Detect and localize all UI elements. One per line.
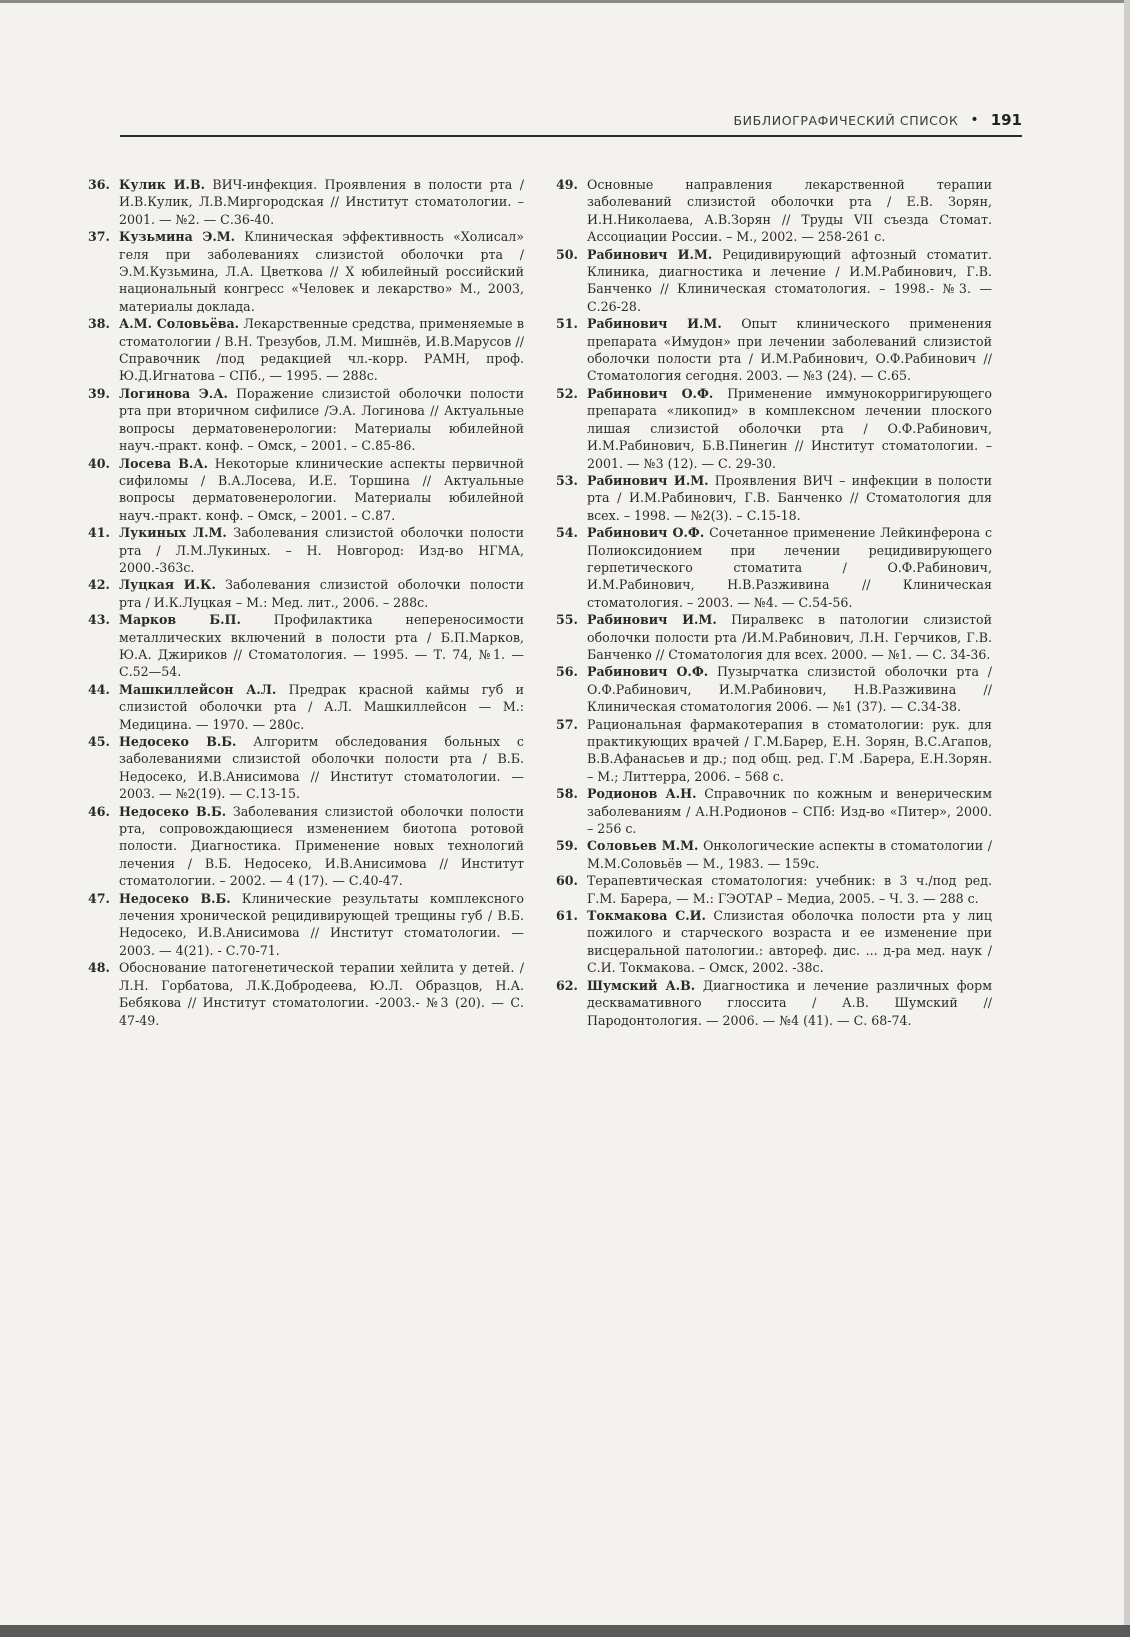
entry-citation: Заболевания слизистой оболочки полости рта, сопровождающиеся изменением биотопа ротовой полости. Диагностика. Применение новых технологий лечения / В.Б. Недосеко, И.В.Анисимова // Институт стоматологии. – 2002. — 4 (17). — С.40-47. [119,803,524,889]
entry-number: 41. [88,525,110,541]
entry-text [587,524,992,611]
header-bullet: • [970,112,979,128]
entry-text [587,907,992,977]
entry-number: 39. [88,385,110,401]
bib-entry-57 [556,716,992,786]
entry-citation: Рецидивирующий афтозный стоматит. Клиника, диагностика и лечение / И.М.Рабинович, Г.В. Банченко // Клиническая стоматология. – 1998.- №3. — С.26-28. [587,246,992,314]
bibliography-left-column [88,176,524,1029]
entry-author: Токмакова С.И. [587,908,706,924]
entry-author: Недосеко В.Б. [119,803,227,819]
entry-citation: Диагностика и лечение различных форм десквамативного глоссита / А.В. Шумский // Пародонтология. — 2006. — №4 (41). — С. 68-74. [587,977,992,1028]
bib-entry-59 [556,837,992,872]
entry-number: 45. [88,734,110,749]
entry-text [119,315,524,385]
entry-number: 37. [88,229,110,245]
entry-author: Рабинович И.М. [587,246,713,262]
entry-citation: Пузырчатка слизистой оболочки рта / О.Ф.Рабинович, И.М.Рабинович, Н.В.Разживина // Клиническая стоматология 2006. — №1 (37). — С.34-38. [587,664,992,715]
bib-entry-40 [88,455,524,525]
entry-text [587,385,992,472]
entry-text [587,663,992,715]
entry-text [119,524,524,576]
bib-entry-43 [88,611,524,681]
entry-author: Лукиных Л.М. [119,525,227,541]
entry-citation: Клинические результаты комплексного лечения хронической рецидивирующей трещины губ / В.Б. Недосеко, И.В.Анисимова // Институт стоматологии. — 2003. — 4(21). - С.70-71. [119,890,524,958]
entry-author: А.М. Соловьёва. [119,316,240,332]
entry-number: 49. [556,177,578,192]
entry-number: 56. [556,664,578,680]
entry-number: 54. [556,525,578,541]
entry-citation: Применение иммунокорригирующего препарата «ликопид» в комплексном лечении плоского лишая слизистой оболочки рта / О.Ф.Рабинович, И.М.Рабинович, Б.В.Пинегин // Институт стоматологии. – 2001. — №3 (12). — С. 29-30. [587,385,992,471]
entry-author: Рабинович И.М. [587,316,722,332]
entry-author: Луцкая И.К. [119,577,216,593]
entry-text [119,890,524,960]
entry-citation: Лекарственные средства, применяемые в стоматологии / В.Н. Трезубов, Л.М. Мишнёв, И.В.Марусов // Справочник /под редакцией чл.-корр. РАМН, проф. Ю.Д.Игнатова – СПб., — 1995. — 288с. [119,316,524,384]
entry-citation: Онкологические аспекты в стоматологии / М.М.Соловьёв — М., 1983. — 159с. [587,838,992,871]
entry-text [587,716,992,786]
entry-author: Родионов А.Н. [587,786,697,802]
running-title: БИБЛИОГРАФИЧЕСКИЙ СПИСОК [733,112,959,128]
bib-entry-47 [88,890,524,960]
entry-citation: Проявления ВИЧ – инфекции в полости рта / И.М.Рабинович, Г.В. Банченко // Стоматология для всех. – 1998. — №2(3). – С.15-18. [587,472,992,523]
entry-citation: Профилактика непереносимости металлических включений в полости рта / Б.П.Марков, Ю.А. Джириков // Стоматология. — 1995. — Т. 74, №1. — С.52—54. [119,612,524,680]
entry-citation: Справочник по кожным и венерическим заболеваниям / А.Н.Родионов – СПб: Изд-во «Питер», 2000. – 256 с. [587,786,992,837]
entry-text [587,785,992,837]
entry-text [587,472,992,524]
bib-entry-52 [556,385,992,472]
entry-number: 58. [556,786,578,802]
entry-text [587,837,992,872]
entry-text [119,576,524,611]
entry-author: Машкиллейсон А.Л. [119,681,277,697]
entry-text [119,611,524,681]
entry-number: 59. [556,838,578,854]
entry-citation: Поражение слизистой оболочки полости рта при вторичном сифилисе /Э.А. Логинова // Актуальные вопросы дерматовенерологии: Материалы юбилейной науч.-практ. конф. – Омск, – 2001. – С.85-86. [119,385,524,454]
entry-author: Логинова Э.А. [119,385,228,401]
entry-citation: Основные направления лекарственной терапии заболеваний слизистой оболочки рта / Е.В. Зорян, И.Н.Николаева, А.В.Зорян // Труды VII съезда Стомат. Ассоциации России. – М., 2002. — 258-261 с. [587,177,992,245]
bib-entry-53 [556,472,992,524]
entry-citation: Рациональная фармакотерапия в стоматологии: рук. для практикующих врачей / Г.М.Барер, Е.Н. Зорян, В.С.Агапов, В.В.Афанасьев и др.; под общ. ред. Г.М .Барера, Е.Н.Зорян. – М.; Литтерра, 2006. – 568 с. [587,716,992,784]
entry-text [119,681,524,733]
bib-entry-48 [88,959,524,1029]
bib-entry-37 [88,228,524,315]
entry-citation: ВИЧ-инфекция. Проявления в полости рта / И.В.Кулик, Л.В.Миргородская // Институт стоматологии. – 2001. — №2. — С.36-40. [119,177,524,227]
bib-entry-45 [88,733,524,803]
entry-number: 55. [556,612,578,628]
bib-entry-49 [556,176,992,246]
entry-citation: Сочетанное применение Лейкинферона с Полиоксидонием при лечении рецидивирующего герпетического стоматита / О.Ф.Рабинович, И.М.Рабинович, Н.В.Разживина // Клиническая стоматология. – 2003. — №4. — С.54-56. [587,525,992,610]
entry-text [587,246,992,316]
entry-author: Рабинович И.М. [587,612,717,628]
entry-author: Соловьев М.М. [587,838,699,854]
entry-number: 62. [556,977,578,993]
entry-number: 47. [88,890,110,906]
entry-author: Марков Б.П. [119,612,241,628]
entry-author: Шумский А.В. [587,977,696,993]
bib-entry-42 [88,576,524,611]
entry-author: Рабинович О.Ф. [587,664,709,680]
bib-entry-58 [556,785,992,837]
entry-text [119,455,524,525]
entry-citation: Опыт клинического применения препарата «Имудон» при лечении заболеваний слизистой оболочки полости рта / И.М.Рабинович, О.Ф.Рабинович // Стоматология сегодня. 2003. — №3 (24). — С.65. [587,316,993,384]
entry-text [119,176,524,228]
entry-text [587,176,992,246]
entry-author: Рабинович О.Ф. [587,385,714,401]
bib-entry-55 [556,611,992,663]
entry-text [119,228,524,315]
entry-citation: Обоснование патогенетической терапии хейлита у детей. / Л.Н. Горбатова, Л.К.Добродеева, Ю.Л. Образцов, Н.А. Бебякова // Институт стоматологии. -2003.- №3 (20). — С. 47-49. [119,960,524,1028]
bib-entry-60 [556,872,992,907]
entry-number: 42. [88,577,110,593]
entry-author: Рабинович О.Ф. [587,525,705,541]
entry-number: 60. [556,873,578,889]
entry-number: 46. [88,803,110,819]
entry-text [119,385,524,455]
entry-citation: Слизистая оболочка полости рта у лиц пожилого и старческого возраста и ее изменение при висцеральной патологии.: автореф. дис. ... д-ра мед. наук / С.И. Токмакова. – Омск, 2002. -38с. [587,908,992,976]
entry-citation: Пиралвекс в патологии слизистой оболочки полости рта /И.М.Рабинович, Л.Н. Герчиков, Г.В. Банченко // Стоматология для всех. 2000. — №1. — С. 34-36. [587,612,992,662]
entry-citation: Предрак красной каймы губ и слизистой оболочки рта / А.Л. Машкиллейсон — М.: Медицина. — 1970. — 280с. [119,681,524,732]
entry-author: Кузьмина Э.М. [119,229,236,245]
header-rule [120,135,1022,137]
entry-author: Кулик И.В. [119,177,205,192]
scan-edge-bottom [0,1625,1130,1637]
bib-entry-62 [556,977,992,1029]
entry-text [587,611,992,663]
bib-entry-50 [556,246,992,316]
entry-author: Лосева В.А. [119,455,208,471]
entry-author: Рабинович И.М. [587,472,709,488]
entry-citation: Заболевания слизистой оболочки полости рта / И.К.Луцкая – М.: Мед. лит., 2006. – 288с. [119,577,524,610]
entry-citation: Терапевтическая стоматология: учебник: в 3 ч./под ред. Г.М. Барера, — М.: ГЭОТАР – Медиа, 2005. – Ч. 3. — 288 с. [587,873,992,906]
entry-author: Недосеко В.Б. [119,734,237,749]
entry-text [119,733,524,803]
entry-text [587,977,992,1029]
entry-number: 51. [556,316,578,332]
entry-text [587,315,992,385]
entry-number: 43. [88,612,110,628]
bib-entry-38 [88,315,524,385]
entry-citation: Алгоритм обследования больных с заболеваниями слизистой оболочки полости рта / В.Б. Недосеко, И.В.Анисимова // Институт стоматологии. — 2003. — №2(19). — С.13-15. [119,734,524,802]
bibliography-right-column [556,176,992,1029]
entry-citation: Заболевания слизистой оболочки полости рта / Л.М.Лукиных. – Н. Новгород: Изд-во НГМА, 2000.-363с. [119,525,524,575]
entry-text [587,872,992,907]
bib-entry-51 [556,315,992,385]
bib-entry-46 [88,803,524,890]
entry-text [119,803,524,890]
bib-entry-56 [556,663,992,715]
bib-entry-39 [88,385,524,455]
entry-number: 57. [556,716,578,732]
entry-number: 38. [88,316,110,332]
entry-number: 53. [556,472,578,488]
bib-entry-54 [556,524,992,611]
bib-entry-41 [88,524,524,576]
page-number: 191 [990,111,1022,129]
page-header [120,106,1022,134]
entry-number: 44. [88,681,110,697]
entry-number: 52. [556,385,578,401]
entry-number: 40. [88,455,110,471]
entry-text [119,959,524,1029]
entry-number: 36. [88,177,110,192]
entry-number: 50. [556,246,578,262]
bib-entry-36 [88,176,524,228]
bib-entry-61 [556,907,992,977]
entry-number: 61. [556,908,578,924]
scan-edge-top [0,0,1130,3]
entry-number: 48. [88,960,110,976]
scan-edge-right [1124,0,1130,1637]
entry-author: Недосеко В.Б. [119,890,231,906]
bib-entry-44 [88,681,524,733]
entry-citation: Клиническая эффективность «Холисал» геля при заболеваниях слизистой оболочки рта / Э.М.Кузьмина, Л.А. Цветкова // X юбилейный российский национальный конгресс «Человек и лекарство» М., 2003, материалы доклада. [119,229,525,314]
entry-citation: Некоторые клинические аспекты первичной сифиломы / В.А.Лосева, И.Е. Торшина // Актуальные вопросы дерматовенерологии. Материалы юбилейной науч.-практ. конф. – Омск, – 2001. – С.87. [119,455,525,523]
